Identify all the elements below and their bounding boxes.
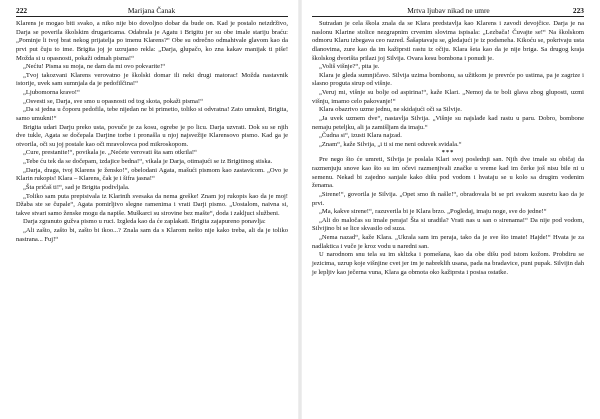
- right-page-body: [312, 20, 584, 277]
- paragraph: „Nema nazad“, kaže Klara. „Ukrala sam im peraja, tako da je sve što imate! Hajde!“ Hvata je za nadlaktica i vuče je kroz vodu u naredni san.: [312, 234, 584, 250]
- paragraph: „Toliko sam puta prepisivala iz Klarinih svesaka da nema greške! Znam joj rukopis kao da je moj! Džaba ste se čupale“, Agata pomirljivo slegne ramenima i vrati Darji pismo. „Uostalom, naivna si, takve stvari samo ženske mogu da napiše. Muškarci su sirovine bez mašte“, doda i zakljuci službeni.: [16, 192, 288, 217]
- right-running-title: Mrtva ljubav nikad ne umre: [407, 6, 490, 15]
- right-page: [304, 0, 600, 419]
- paragraph: „Sirene!“, govorila je Silvija. „Opet smo ih našle!“, obradovala bi se pri svakom susretu kao da je prvi.: [312, 190, 584, 207]
- paragraph: „Ali zašto, zašto bi, zašto bi ikoo...? Znala sam da s Klarom nešto nije kako treba, ali da je toliko nastrana... Fuj!“: [16, 227, 288, 243]
- paragraph: „Cure, prestanite!“, povikala je. „Nećete verovati šta sam otkrila!“: [23, 149, 197, 157]
- left-page-number: 222: [16, 6, 28, 15]
- left-page-header: [16, 6, 288, 17]
- paragraph: Klara obazrivo uzme jednu, ne skidajući oči sa Silvije.: [319, 106, 462, 114]
- paragraph: „Darja, draga, tvoj Klarens je žensko!“, obelodani Agata, mašući pismom kao zastavicom. „Ovo je Klarin rukopis! Klara – Klarens, čak je i šifra jasna!“: [16, 166, 288, 183]
- paragraph: „Ljubomorna kravo!“: [23, 89, 80, 96]
- left-running-title: Marijana Čanak: [127, 6, 176, 15]
- paragraph: „Osvesti se, Darja, sve smo u opasnosti od tog skota, pokaži pisma!“: [23, 97, 204, 105]
- paragraph: Pre nego što će umreti, Silvija je poslala Klari svoj poslednji san. Njih dve imale su običaj da razmenjuju snove kao što su im očevi razmenjivali značke u vreme kad im čerke još nisu bile ni u semenu. Nekad bi zajedno sanjale kako dišu pod vodom i hvataju se u kolo sa drugim vodenim ženama.: [312, 156, 584, 190]
- book-gutter: [298, 0, 302, 419]
- paragraph: Klarens je mogao biti svako, a niko nije bio dovoljno dobar da bude on. Kad je postalo neizdrživo, Darja se poverila školskim drugaricama. Odabrala je Agatu i Brigitu jer su obe imale stariju braću: „Pominje li tvoj brat nekog prijatelja po imenu Klarens?“ Obe su odrečno odmahivale glavom kao da prvi put čuju to ime. Brigita joj je uzrujano rekla: „Darja, glupačo, ko zna kakav manijak ti piše! Možda si u opasnosti, pokaži odmah pisma!“: [16, 20, 288, 62]
- section-separator: ***: [441, 149, 455, 157]
- paragraph: „Voliš višnje?“, pita je.: [319, 63, 380, 71]
- paragraph: „Nećiu! Pisma su moja, ne dam da mi ovo pokvarite!“: [23, 63, 166, 71]
- paragraph: Klara je gleda sumnjičavo. Silvija uzima bombonu, sa užitkom je prevrće po ustima, pa je zagrize i slasno proguta sirup od višnje.: [312, 71, 584, 88]
- paragraph: „Tebe ću tek da se dočepam, izdajice bedna!“, vikala je Darja, otimajući se iz Brigitinog stiska.: [23, 158, 273, 165]
- right-page-header: [312, 6, 584, 17]
- paragraph: „Šta pričaš ti!“, sad je Brigita podivljala.: [23, 183, 130, 191]
- paragraph: Darja zgranuto gužva pismo u ruci. Izgleda kao da će zaplakati. Brigita zajapureno ponavlja:: [23, 218, 266, 226]
- paragraph: U narodnom snu tela su im sklizka i pomešana, kao da obe dišu pod istom kožom. Probdiru se jezicima, uzrup koje višnjine cvet jer im je nabreklih usana, pada na bradavice, puni pupak. Silvijin dah je lepljiv kao ječerna vuna, Klara ga obmota oko kažiprsta i posisa ostatke.: [312, 251, 584, 276]
- paragraph: „Veruj mi, višnje su bolje od aspirina!“, kaže Klari. „Nemoj da te boli glava zbog gluposti, uzmi višnju, imamo celo pakovanje!“: [312, 89, 584, 105]
- paragraph: „Čudna si“, izusti Klara najzad.: [319, 132, 402, 140]
- left-page: [0, 0, 296, 419]
- left-page-body: [16, 20, 288, 244]
- right-page-number: 223: [572, 6, 584, 15]
- paragraph: „Da si jedna u čoporu pedofila, tebe nijedan ne bi primetio, toliko si odvratna! Zato umukni, Brigita, samo umukni!“: [16, 106, 288, 122]
- paragraph: „Ali do maločas su imale peraja! Šta si uradila? Vrati nas u san o sirenama!“ Da nije pod vodom, Silvijino bi se lice skvasilo od suza.: [312, 216, 584, 233]
- paragraph: „Ma, kakve sirene!“, razuverila bi je Klara brzo. „Pogledaj, imaju noge, sve do jedne!“: [319, 208, 547, 216]
- paragraph: Sutradan je cela škola znala da se Klara predstavlja kao Klarens i zavodi devojčice. Darja je na naslonu Klarine stolice nezgrapnim crvenim slovima ispisala: „Lezbača! Čuvajte se!“ Na školskom odmoru Klaru izbegava ceo razred. Šašaptavaju se, gledajući je iz podsmeha. Kikoću se, pokrivaju usta dlanovima, zure kao da im kažiprsti rastu iz očiju. Klara šeta kao da je nije briga. Sa drugog kraja školskog dvorišta prilazi joj Silvija. Ovara kesu bombona i ponudi je.: [312, 20, 584, 62]
- paragraph: „Znam“, kaže Silvija, „i ti si me neni oduvek svidala.“: [319, 140, 462, 148]
- paragraph: „Ja uvek uzmem dve“, nastavlja Silvija. „Višnje su najslađe kad rastu u paru. Dobro, bombone nemaju peteljku, ali ja zamišljam da imaju.“: [312, 114, 584, 131]
- paragraph: „Tvoj takozvani Klarens verovatno je školski domar ili neki drugi matorac! Možda nastavnik istorije, uvek sam sumnjala da je pedofilčina!“: [16, 71, 288, 88]
- paragraph: Brigita udari Darju preko usta, povuče je za kosu, ogrebe je po licu. Darja uzvrati. Dok su se njih dve tukle, Agata se dočepala Darjine torbe i pronašla u njoj najsvežije Klarensovo pismo. Kad ga je otvorila, oči su joj postale kao oči mravolovca pod mikroskopom.: [16, 123, 288, 148]
